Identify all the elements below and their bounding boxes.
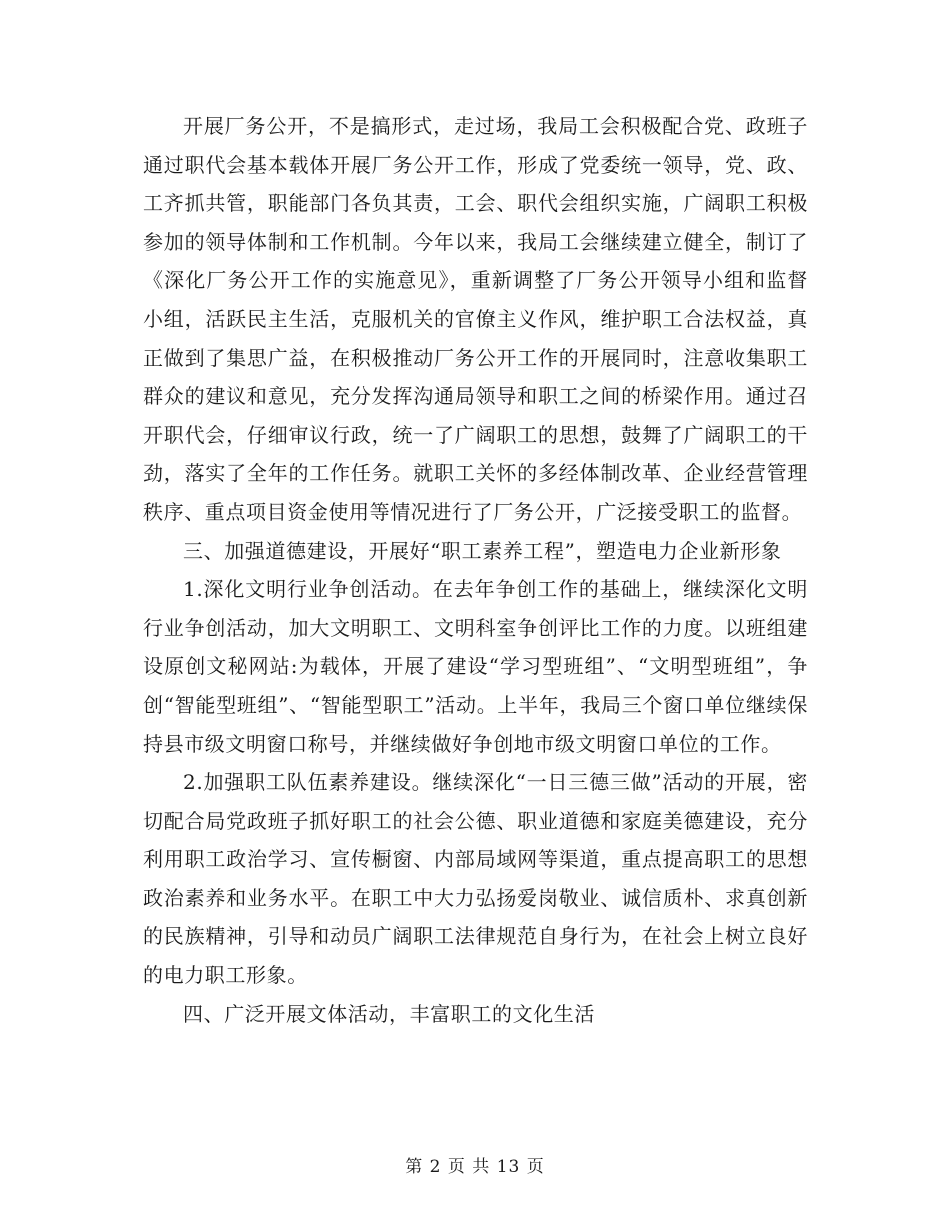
footer-middle: 页 共 xyxy=(447,1157,491,1177)
document-body xyxy=(143,107,808,1033)
page-footer xyxy=(0,1152,950,1177)
footer-page-number: 2 xyxy=(429,1157,442,1177)
footer-suffix: 页 xyxy=(526,1157,545,1177)
footer-prefix: 第 xyxy=(405,1157,424,1177)
section-heading-four: 四、广泛开展文体活动，丰富职工的文化生活 xyxy=(183,1001,595,1026)
paragraph-staff-quality: 2.加强职工队伍素养建设。继续深化“一日三德三做”活动的开展，密切配合局党政班子抓好职工的社会公德、职业道德和家庭美德建设，充分利用职工政治学习、宣传橱窗、内部局域网等渠道，重点提高职工的思想政治素养和业务水平。在职工中大力弘扬爱岗敬业、诚信质朴、求真创新的民族精神，引导和动员广阔职工法律规范自身行为，在社会上树立良好的电力职工形象。 xyxy=(143,770,808,988)
footer-total-pages: 13 xyxy=(496,1157,521,1177)
paragraph-civilization-activity: 1.深化文明行业争创活动。在去年争创工作的基础上，继续深化文明行业争创活动，加大文明职工、文明科室争创评比工作的力度。以班组建设原创文秘网站:为载体，开展了建设“学习型班组”、“文明型班组”，争创“智能型班组”、“智能型职工”活动。上半年，我局三个窗口单位继续保持县市级文明窗口称号，并继续做好争创地市级文明窗口单位的工作。 xyxy=(143,577,808,756)
section-heading-three: 三、加强道德建设，开展好“职工素养工程”，塑造电力企业新形象 xyxy=(183,538,782,563)
paragraph-factory-affairs: 开展厂务公开，不是搞形式，走过场，我局工会积极配合党、政班子通过职代会基本载体开展厂务公开工作，形成了党委统一领导，党、政、工齐抓共管，职能部门各负其责，工会、职代会组织实施，广阔职工积极参加的领导体制和工作机制。今年以来，我局工会继续建立健全，制订了《深化厂务公开工作的实施意见》，重新调整了厂务公开领导小组和监督小组，活跃民主生活，克服机关的官僚主义作风，维护职工合法权益，真正做到了集思广益，在积极推动厂务公开工作的开展同时，注意收集职工群众的建议和意见，充分发挥沟通局领导和职工之间的桥梁作用。通过召开职代会，仔细审议行政，统一了广阔职工的思想，鼓舞了广阔职工的干劲，落实了全年的工作任务。就职工关怀的多经体制改革、企业经营管理秩序、重点项目资金使用等情况进行了厂务公开，广泛接受职工的监督。 xyxy=(143,114,808,524)
